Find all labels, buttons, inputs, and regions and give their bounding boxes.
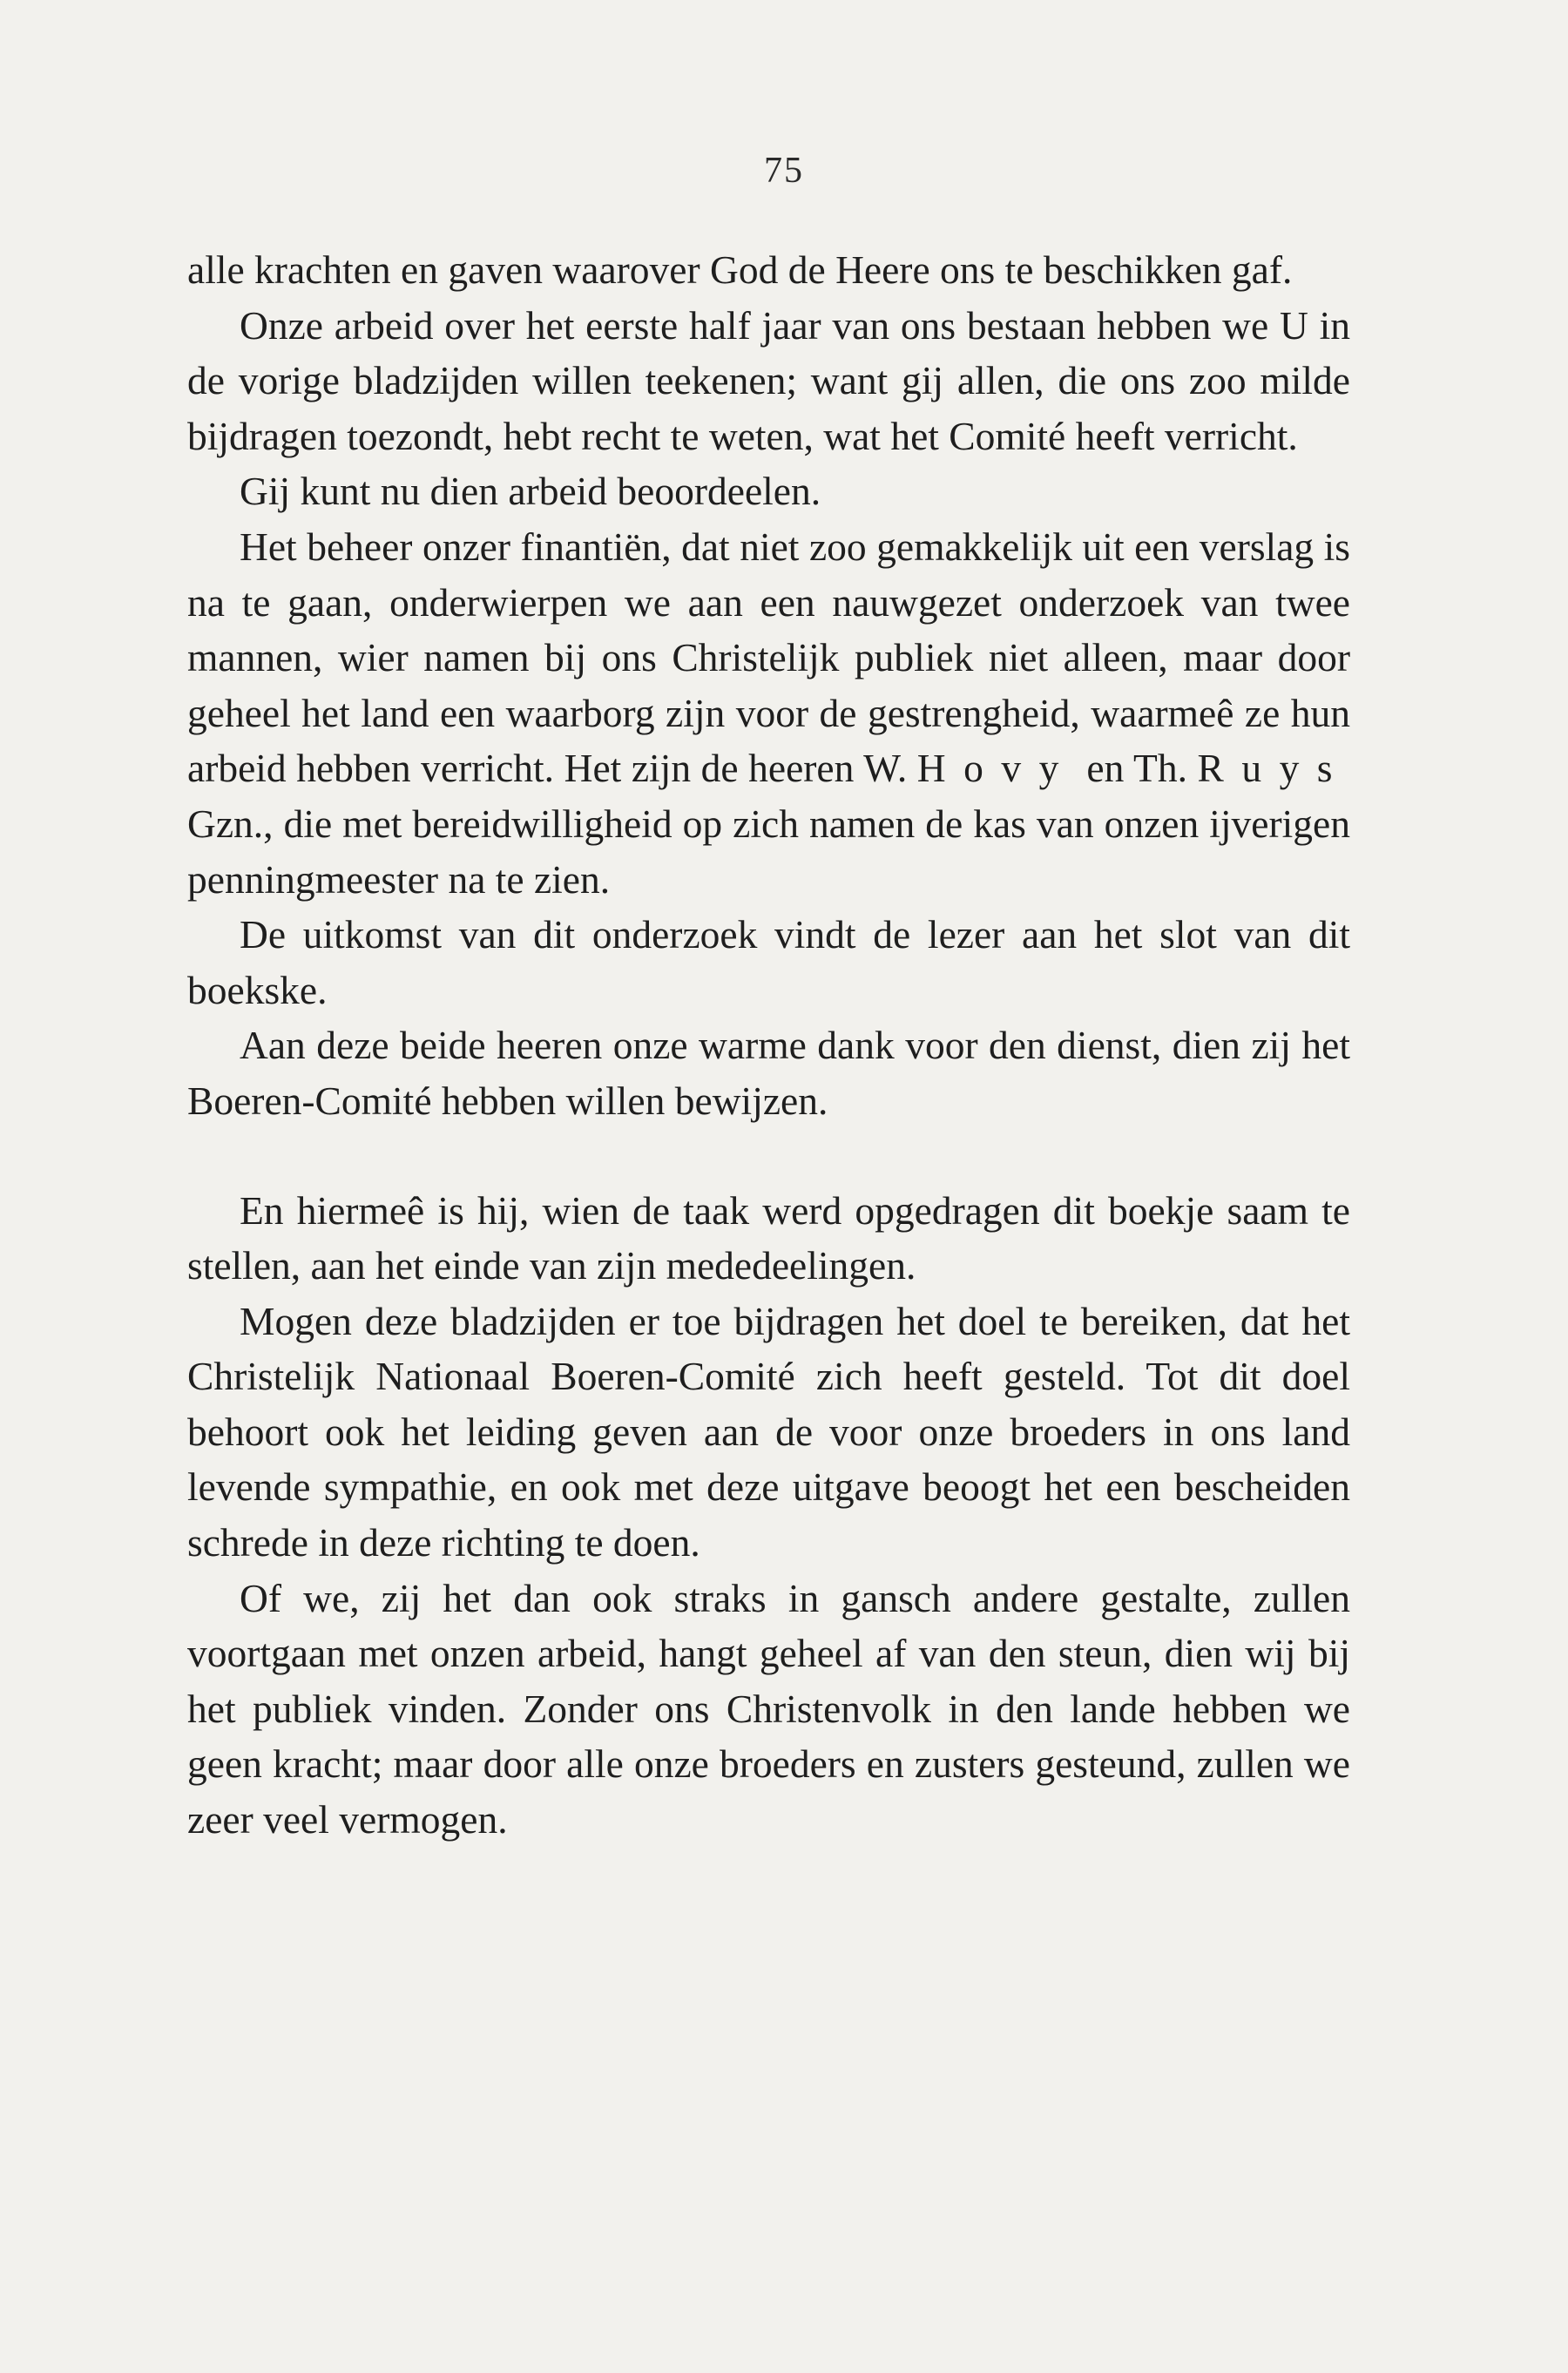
paragraph-9: Of we, zij het dan ook straks in gansch andere gestalte, zullen voortgaan met onzen arbeid, hangt geheel af van den steun, dien wij bij het publiek vinden. Zonder ons Christenvolk in den lande hebben we geen kracht; maar door alle onze broeders en zusters gesteund, zullen we zeer veel vermogen. [187,1575,1350,1842]
paragraph-4-part-2: en Th. [1076,746,1198,791]
paragraph-8: Mogen deze bladzijden er toe bijdragen het doel te bereiken, dat het Christelijk Nationaal Boeren-Comité zich heeft gesteld. Tot dit doel behoort ook het leiding geven aan de voor onze broeders in ons land levende sympathie, en ook met deze uitgave beoogt het een bescheiden schrede in deze richting te doen. [187,1298,1350,1565]
paragraph-7: En hiermeê is hij, wien de taak werd opgedragen dit boekje saam te stellen, aan het einde van zijn mededeelingen. [187,1187,1350,1288]
page-number: 75 [764,151,804,191]
paragraph-3: Gij kunt nu dien arbeid beoordeelen. [240,469,821,514]
paragraph-4-part-3: Gzn., die met bereidwilligheid op zich namen de kas van onzen ijverigen penningmeester na te zien. [187,801,1350,902]
paragraph-6: Aan deze beide heeren onze warme dank voor den dienst, dien zij het Boeren-Comité hebben willen bewijzen. [187,1023,1350,1123]
paragraph-4-part-1: Het beheer onzer finantiën, dat niet zoo gemakkelijk uit een verslag is na te gaan, onderwierpen we aan een nauwgezet onderzoek van twee mannen, wier namen bij ons Christelijk publiek niet alleen, maar door geheel het land een waarborg zijn voor de gestrengheid, waarmeê ze hun arbeid hebben verricht. Het zijn de heeren W. [187,524,1350,791]
name-hovy: Hovy [916,746,1077,791]
paragraph-2: Onze arbeid over het eerste half jaar van ons bestaan hebben we U in de vorige bladzijden willen teekenen; want gij allen, die ons zoo milde bijdragen toezondt, hebt recht te weten, wat het Comité heeft verricht. [187,302,1350,458]
paragraph-4 [187,519,1350,907]
paragraph-1: alle krachten en gaven waarover God de Heere ons te beschikken gaf. [187,247,1293,292]
paragraph-5: De uitkomst van dit onderzoek vindt de lezer aan het slot van dit boekske. [187,912,1350,1012]
section-gap [187,1129,1350,1183]
body-text [187,242,1350,1848]
name-ruys: Ruys [1197,746,1350,791]
